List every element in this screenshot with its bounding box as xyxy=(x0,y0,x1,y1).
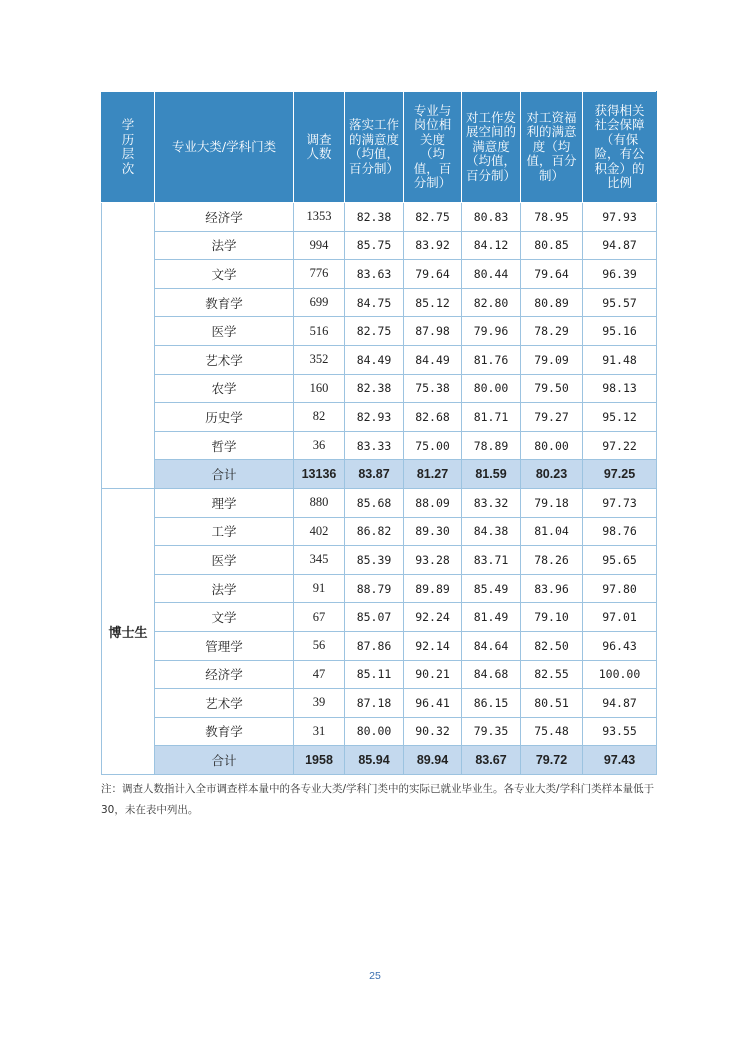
value-cell: 82.75 xyxy=(345,317,404,346)
value-cell: 82.68 xyxy=(404,403,462,432)
table-row xyxy=(102,631,657,660)
value-cell: 83.33 xyxy=(345,431,404,460)
table-row xyxy=(102,660,657,689)
table-row xyxy=(102,603,657,632)
major-cell: 文学 xyxy=(155,603,294,632)
value-cell: 75.00 xyxy=(404,431,462,460)
count-cell: 36 xyxy=(294,431,345,460)
value-cell: 87.18 xyxy=(345,689,404,718)
value-cell: 82.55 xyxy=(521,660,583,689)
value-cell: 83.87 xyxy=(345,460,404,489)
table-total-row xyxy=(102,746,657,775)
table-row xyxy=(102,717,657,746)
major-cell: 管理学 xyxy=(155,631,294,660)
value-cell: 96.39 xyxy=(583,260,657,289)
value-cell: 75.48 xyxy=(521,717,583,746)
value-cell: 85.11 xyxy=(345,660,404,689)
value-cell: 78.89 xyxy=(462,431,521,460)
count-cell: 402 xyxy=(294,517,345,546)
education-level-cell xyxy=(102,203,155,489)
table-row xyxy=(102,288,657,317)
major-cell: 医学 xyxy=(155,546,294,575)
value-cell: 80.00 xyxy=(521,431,583,460)
value-cell: 78.26 xyxy=(521,546,583,575)
value-cell: 97.25 xyxy=(583,460,657,489)
count-cell: 47 xyxy=(294,660,345,689)
count-cell: 994 xyxy=(294,231,345,260)
major-cell: 艺术学 xyxy=(155,345,294,374)
value-cell: 95.12 xyxy=(583,403,657,432)
value-cell: 79.27 xyxy=(521,403,583,432)
major-cell: 经济学 xyxy=(155,203,294,232)
count-cell: 345 xyxy=(294,546,345,575)
value-cell: 91.48 xyxy=(583,345,657,374)
value-cell: 96.43 xyxy=(583,631,657,660)
table-row xyxy=(102,689,657,718)
value-cell: 84.12 xyxy=(462,231,521,260)
value-cell: 85.12 xyxy=(404,288,462,317)
value-cell: 81.71 xyxy=(462,403,521,432)
header-pay-satisfaction: 对工资福利的满意度（均值，百分制） xyxy=(521,92,583,203)
value-cell: 82.80 xyxy=(462,288,521,317)
value-cell: 81.59 xyxy=(462,460,521,489)
value-cell: 84.38 xyxy=(462,517,521,546)
value-cell: 79.09 xyxy=(521,345,583,374)
value-cell: 94.87 xyxy=(583,689,657,718)
value-cell: 93.28 xyxy=(404,546,462,575)
value-cell: 79.35 xyxy=(462,717,521,746)
count-cell: 352 xyxy=(294,345,345,374)
table-row xyxy=(102,546,657,575)
value-cell: 78.95 xyxy=(521,203,583,232)
table-row xyxy=(102,260,657,289)
value-cell: 79.10 xyxy=(521,603,583,632)
education-level-cell: 博士生 xyxy=(102,488,155,774)
value-cell: 85.07 xyxy=(345,603,404,632)
table-row xyxy=(102,374,657,403)
value-cell: 96.41 xyxy=(404,689,462,718)
value-cell: 97.73 xyxy=(583,488,657,517)
value-cell: 80.00 xyxy=(462,374,521,403)
value-cell: 82.38 xyxy=(345,203,404,232)
major-cell: 经济学 xyxy=(155,660,294,689)
major-cell: 合计 xyxy=(155,460,294,489)
value-cell: 95.57 xyxy=(583,288,657,317)
value-cell: 79.96 xyxy=(462,317,521,346)
value-cell: 84.64 xyxy=(462,631,521,660)
value-cell: 88.79 xyxy=(345,574,404,603)
value-cell: 83.67 xyxy=(462,746,521,775)
value-cell: 86.82 xyxy=(345,517,404,546)
value-cell: 82.50 xyxy=(521,631,583,660)
value-cell: 87.86 xyxy=(345,631,404,660)
table-row xyxy=(102,345,657,374)
value-cell: 81.04 xyxy=(521,517,583,546)
value-cell: 80.23 xyxy=(521,460,583,489)
table-header-row xyxy=(102,92,657,203)
major-cell: 法学 xyxy=(155,231,294,260)
table-footnote: 注：调查人数指计入全市调查样本量中的各专业大类/学科门类中的实际已就业毕业生。各专业大类/学科门类样本量低于 30，未在表中列出。 xyxy=(101,783,655,816)
value-cell: 80.89 xyxy=(521,288,583,317)
header-major: 专业大类/学科门类 xyxy=(155,92,294,203)
count-cell: 13136 xyxy=(294,460,345,489)
major-cell: 理学 xyxy=(155,488,294,517)
value-cell: 82.75 xyxy=(404,203,462,232)
value-cell: 81.76 xyxy=(462,345,521,374)
value-cell: 81.49 xyxy=(462,603,521,632)
count-cell: 1353 xyxy=(294,203,345,232)
major-cell: 艺术学 xyxy=(155,689,294,718)
header-work-satisfaction: 落实工作的满意度（均值，百分制） xyxy=(345,92,404,203)
value-cell: 82.93 xyxy=(345,403,404,432)
value-cell: 97.22 xyxy=(583,431,657,460)
table-row xyxy=(102,317,657,346)
major-cell: 哲学 xyxy=(155,431,294,460)
header-development-satisfaction: 对工作发展空间的满意度（均值，百分制） xyxy=(462,92,521,203)
major-cell: 法学 xyxy=(155,574,294,603)
page-number: 25 xyxy=(369,970,381,982)
value-cell: 82.38 xyxy=(345,374,404,403)
value-cell: 84.49 xyxy=(404,345,462,374)
value-cell: 83.92 xyxy=(404,231,462,260)
major-cell: 文学 xyxy=(155,260,294,289)
count-cell: 56 xyxy=(294,631,345,660)
value-cell: 97.80 xyxy=(583,574,657,603)
count-cell: 1958 xyxy=(294,746,345,775)
value-cell: 86.15 xyxy=(462,689,521,718)
count-cell: 91 xyxy=(294,574,345,603)
value-cell: 97.93 xyxy=(583,203,657,232)
table-row xyxy=(102,431,657,460)
value-cell: 97.43 xyxy=(583,746,657,775)
value-cell: 98.76 xyxy=(583,517,657,546)
value-cell: 92.24 xyxy=(404,603,462,632)
value-cell: 94.87 xyxy=(583,231,657,260)
value-cell: 89.94 xyxy=(404,746,462,775)
table-total-row xyxy=(102,460,657,489)
value-cell: 80.51 xyxy=(521,689,583,718)
value-cell: 95.16 xyxy=(583,317,657,346)
value-cell: 98.13 xyxy=(583,374,657,403)
value-cell: 83.71 xyxy=(462,546,521,575)
count-cell: 39 xyxy=(294,689,345,718)
header-major-relevance: 专业与岗位相关度（均值，百分制） xyxy=(404,92,462,203)
value-cell: 85.94 xyxy=(345,746,404,775)
value-cell: 79.72 xyxy=(521,746,583,775)
major-cell: 合计 xyxy=(155,746,294,775)
value-cell: 80.85 xyxy=(521,231,583,260)
value-cell: 87.98 xyxy=(404,317,462,346)
value-cell: 89.89 xyxy=(404,574,462,603)
value-cell: 95.65 xyxy=(583,546,657,575)
value-cell: 85.68 xyxy=(345,488,404,517)
header-level: 学历层次 xyxy=(102,92,155,203)
table-row xyxy=(102,231,657,260)
table-row xyxy=(102,574,657,603)
value-cell: 79.18 xyxy=(521,488,583,517)
value-cell: 79.64 xyxy=(521,260,583,289)
value-cell: 80.44 xyxy=(462,260,521,289)
count-cell: 776 xyxy=(294,260,345,289)
value-cell: 88.09 xyxy=(404,488,462,517)
major-cell: 工学 xyxy=(155,517,294,546)
value-cell: 83.63 xyxy=(345,260,404,289)
count-cell: 67 xyxy=(294,603,345,632)
employment-satisfaction-table xyxy=(101,91,657,775)
value-cell: 90.32 xyxy=(404,717,462,746)
header-count: 调查人数 xyxy=(294,92,345,203)
value-cell: 85.49 xyxy=(462,574,521,603)
table-row xyxy=(102,488,657,517)
count-cell: 160 xyxy=(294,374,345,403)
value-cell: 100.00 xyxy=(583,660,657,689)
count-cell: 82 xyxy=(294,403,345,432)
value-cell: 83.96 xyxy=(521,574,583,603)
value-cell: 83.32 xyxy=(462,488,521,517)
header-social-security: 获得相关社会保障（有保险，有公积金）的比例 xyxy=(583,92,657,203)
value-cell: 90.21 xyxy=(404,660,462,689)
value-cell: 92.14 xyxy=(404,631,462,660)
table-row xyxy=(102,203,657,232)
count-cell: 699 xyxy=(294,288,345,317)
value-cell: 81.27 xyxy=(404,460,462,489)
value-cell: 85.75 xyxy=(345,231,404,260)
count-cell: 31 xyxy=(294,717,345,746)
table-row xyxy=(102,517,657,546)
value-cell: 80.00 xyxy=(345,717,404,746)
major-cell: 历史学 xyxy=(155,403,294,432)
value-cell: 84.49 xyxy=(345,345,404,374)
value-cell: 84.68 xyxy=(462,660,521,689)
count-cell: 880 xyxy=(294,488,345,517)
value-cell: 85.39 xyxy=(345,546,404,575)
value-cell: 79.50 xyxy=(521,374,583,403)
value-cell: 89.30 xyxy=(404,517,462,546)
value-cell: 80.83 xyxy=(462,203,521,232)
value-cell: 79.64 xyxy=(404,260,462,289)
major-cell: 医学 xyxy=(155,317,294,346)
value-cell: 97.01 xyxy=(583,603,657,632)
count-cell: 516 xyxy=(294,317,345,346)
major-cell: 教育学 xyxy=(155,288,294,317)
value-cell: 78.29 xyxy=(521,317,583,346)
major-cell: 农学 xyxy=(155,374,294,403)
value-cell: 84.75 xyxy=(345,288,404,317)
value-cell: 75.38 xyxy=(404,374,462,403)
major-cell: 教育学 xyxy=(155,717,294,746)
table-row xyxy=(102,403,657,432)
value-cell: 93.55 xyxy=(583,717,657,746)
